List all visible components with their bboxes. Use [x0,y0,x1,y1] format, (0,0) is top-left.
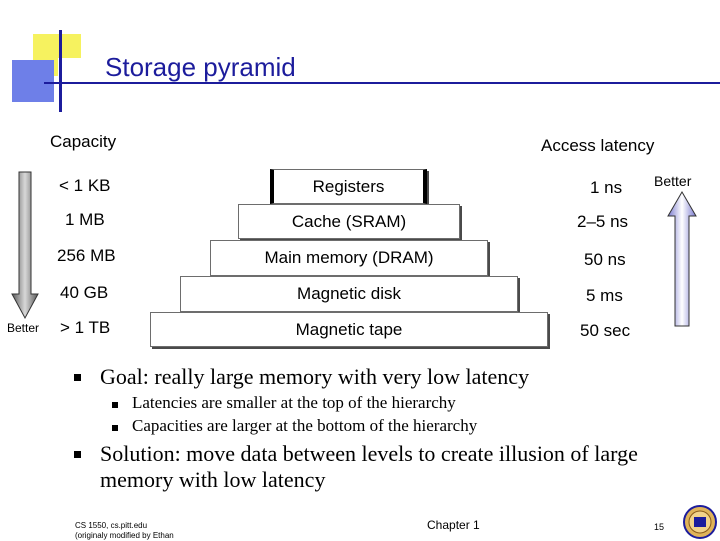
pyramid-level-registers [270,169,427,204]
decor-vertical-line [59,30,62,112]
pyramid-level-main-memory [210,240,488,276]
footer-chapter: Chapter 1 [427,518,480,532]
level-label: Cache (SRAM) [291,211,407,231]
latency-registers: 1 ns [590,178,623,197]
bullet-solution-line1: Solution: move data between levels to create illusion of large [100,441,638,466]
footer-course [75,521,174,541]
bullet-square-icon [112,425,118,431]
capacity-cache: 1 MB [65,210,105,229]
latency-cache: 2–5 ns [577,212,629,231]
footer-course-line1: CS 1550, cs.pitt.edu [75,521,148,530]
capacity-tape: > 1 TB [60,318,111,337]
pyramid-level-tape [150,312,548,347]
decor-blue-square [12,60,54,102]
capacity-registers: < 1 KB [59,176,111,195]
up-arrow-icon [666,190,698,330]
footer-course-line2: (originaly modified by Ethan [75,531,174,540]
capacity-disk: 40 GB [60,283,109,302]
better-label-right: Better [654,173,692,189]
sub-bullet-latencies: Latencies are smaller at the top of the hierarchy [132,393,456,412]
capacity-header: Capacity [50,132,117,151]
level-label: Registers [312,176,385,196]
down-arrow-icon [10,170,40,322]
bullet-square-icon [112,402,118,408]
level-label: Magnetic disk [297,284,401,303]
sub-bullet-capacities: Capacities are larger at the bottom of the hierarchy [132,416,478,435]
latency-header: Access latency [541,136,655,155]
pyramid-level-cache [238,204,460,239]
bullet-solution-line2: memory with low latency [100,467,326,492]
latency-main-memory: 50 ns [584,250,626,269]
level-label: Magnetic tape [295,319,403,339]
better-label-left: Better [7,321,40,335]
university-seal-icon [683,505,718,539]
slide-title: Storage pyramid [105,52,296,82]
level-label: Main memory (DRAM) [264,248,434,267]
bullet-goal: Goal: really large memory with very low latency [100,364,530,389]
capacity-main-memory: 256 MB [57,246,116,265]
page-number: 15 [654,522,665,532]
latency-tape: 50 sec [580,321,631,340]
bullet-square-icon [74,451,81,458]
pyramid-level-disk [180,276,518,312]
bullet-square-icon [74,374,81,381]
latency-disk: 5 ms [586,286,623,305]
